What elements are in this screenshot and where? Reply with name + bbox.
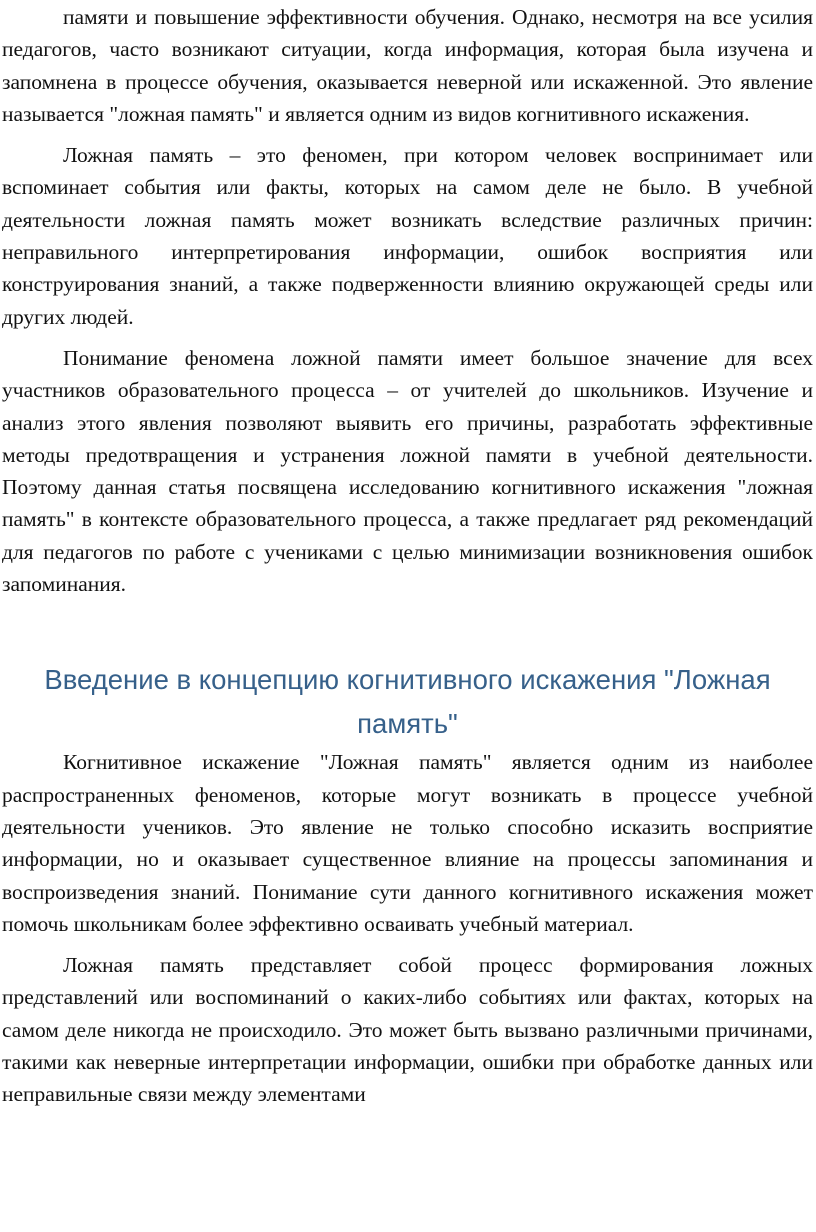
paragraph-false-memory-definition: Ложная память – это феномен, при котором человек воспринимает или вспоминает события или факты, которых на самом деле не было. В учебной деятельности ложная память может возникать вследствие различных причин: неправильного интерпретирования информации, ошибок восприятия или конструирования знаний, а также подверженности влиянию окружающей среды или других людей. — [2, 143, 813, 329]
paragraph-introduction: Когнитивное искажение "Ложная память" является одним из наиболее распространенных феноменов, которые могут возникать в процессе учебной деятельности учеников. Это явление не только способно исказить восприятие информации, но и оказывает существенное влияние на процессы запоминания и воспроизведения знаний. Понимание сути данного когнитивного искажения может помочь школьникам более эффективно осваивать учебный материал. — [2, 750, 813, 936]
paragraph-continuation: памяти и повышение эффективности обучения. Однако, несмотря на все усилия педагогов, часто возникают ситуации, когда информация, которая была изучена и запомнена в процессе обучения, оказывается неверной или искаженной. Это явление называется "ложная память" и является одним из видов когнитивного искажения. — [2, 5, 813, 126]
section-heading: Введение в концепцию когнитивного искажения "Ложная память" — [44, 664, 771, 740]
paragraph-false-memory-importance: Понимание феномена ложной памяти имеет большое значение для всех участников образовательного процесса – от учителей до школьников. Изучение и анализ этого явления позволяют выявить его причины, разработать эффективные методы предотвращения и устранения ложной памяти в учебной деятельности. Поэтому данная статья посвящена исследованию когнитивного искажения "ложная память" в контексте образовательного процесса, а также предлагает ряд рекомендаций для педагогов по работе с учениками с целью минимизации возникновения ошибок запоминания. — [2, 345, 813, 597]
paragraph-false-memory-process: Ложная память представляет собой процесс формирования ложных представлений или воспоминаний о каких-либо событиях или фактах, которых на самом деле никогда не происходило. Это может быть вызвано различными причинами, такими как неверные интерпретации информации, ошибки при обработке данных или неправильные связи между элементами — [2, 953, 813, 1107]
